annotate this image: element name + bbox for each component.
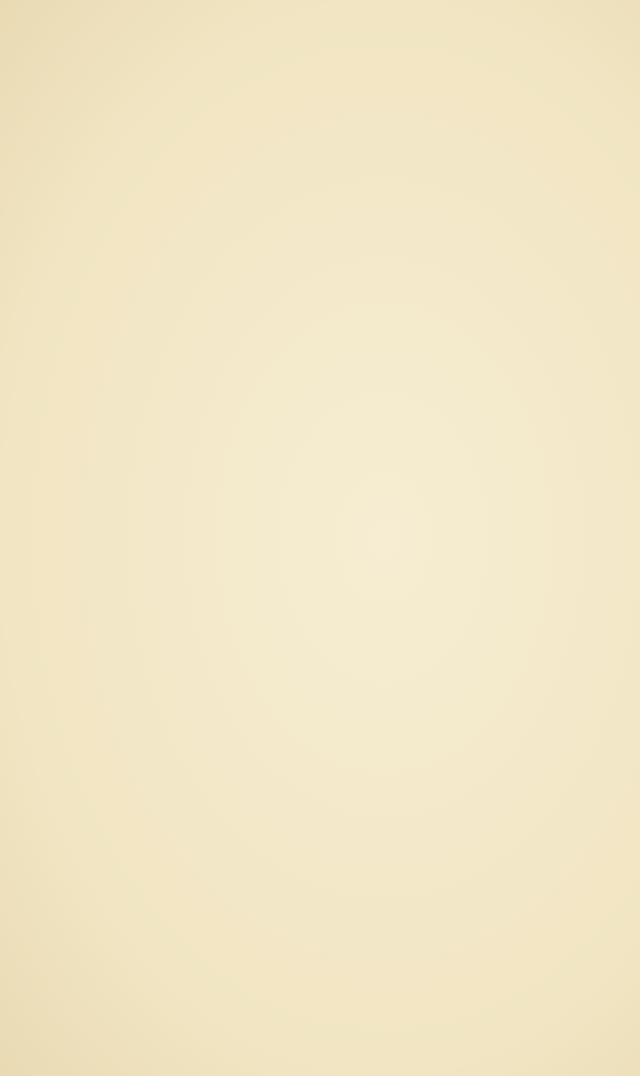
hymn-heading bbox=[6, 92, 612, 132]
first-line-text bbox=[52, 136, 82, 158]
stanza bbox=[52, 136, 612, 159]
first-line bbox=[52, 136, 612, 159]
hymn-body bbox=[52, 136, 612, 159]
page-header bbox=[0, 36, 640, 76]
page-content bbox=[52, 86, 612, 178]
